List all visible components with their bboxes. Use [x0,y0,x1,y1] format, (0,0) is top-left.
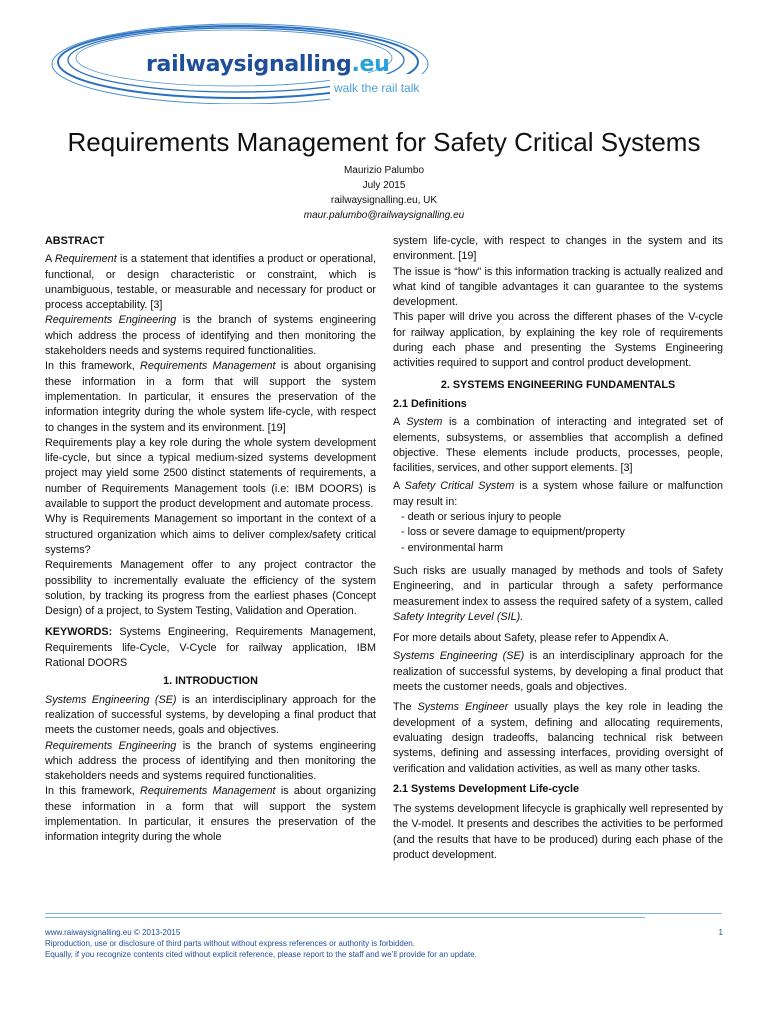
page-number: 1 [718,928,723,937]
intro-paragraph: In this framework, Requirements Management is about organizing these information in a form that will support the system implementation. In particular, it ensures the preservation of the information integrity during the whole [45,785,377,844]
failure-consequences-list [393,510,723,556]
brand-main: railwaysignalling [146,52,352,77]
abstract-paragraph: Requirements Engineering is the branch of systems engineering which address the process of identifying and then monitoring the stakeholders needs and systems required functionalities. [45,314,376,358]
left-column [45,234,376,846]
intro-paragraph: Requirements Engineering is the branch of systems engineering which address the process of identifying and then monitoring the stakeholders needs and systems required functionalities. [45,739,376,783]
definition-paragraph: Such risks are usually managed by methods and tools of Safety Engineering, and in particular through a safety performance measurement index to assess the required safety of a system, called Safety Integrity Level (SIL). [393,564,723,623]
date: July 2015 [362,180,406,191]
brand-tagline: walk the rail talk [334,81,420,95]
abstract-heading: ABSTRACT [45,235,105,247]
paper-title: Requirements Management for Safety Critical Systems [67,127,701,157]
author: Maurizio Palumbo [343,165,425,176]
footer-site-link[interactable]: www.raiwaysignalling.eu © 2013-2015 [45,928,181,937]
definition-paragraph: A System is a combination of interacting and integrated set of elements, subsystems, or assemblies that accomplish a defined objective. These elements include products, processes, people, facilities, services, and other support elements. [3] [393,416,724,475]
list-item: - loss or severe damage to equipment/property [401,526,625,539]
subsection-heading-lifecycle: 2.1 Systems Development Life-cycle [393,782,580,795]
footer-rule [45,917,645,918]
brand-logo-text[interactable] [146,52,389,77]
page-footer [45,927,723,960]
footer-rule [45,913,722,914]
right-column [393,234,723,863]
list-item: - environmental harm [401,541,504,554]
intro-paragraph: This paper will drive you across the different phases of the V-cycle for railway application, by explaining the key role of requirements during each phase and presenting the Systems Engineering activities required to support and control product development. [393,311,723,370]
abstract-paragraph: Requirements play a key role during the whole system development life-cycle, but since a typical medium-sized systems development project may yield some 2500 distinct statements of requirements, a number of Requirements Management tools (i.e: IBM DOORS) is available to support the product development and automate process. [45,436,376,511]
intro-paragraph: Systems Engineering (SE) is an interdisciplinary approach for the realization of successful systems, by developing a final product that meets the customer needs, goals and objectives. [45,693,376,737]
footer-notice: Equally, if you recognize contents cited without explicit reference, please report to the staff and we’ll provide for an update. [45,950,477,959]
definition-paragraph: Systems Engineering (SE) is an interdisciplinary approach for the realization of successful systems, by developing a final product that meets the customer needs, goals and objectives. [393,650,723,694]
lifecycle-paragraph: The systems development lifecycle is graphically well represented by the V-model. It presents and describes the activities to be performed (and the results that have to be produced) during each phase of the product development. [393,803,723,861]
abstract-paragraph: Requirements Management offer to any project contractor the possibility to incrementally evaluate the efficiency of the system solution, by tracking its progress from the earliest phases (Concept Design) of a project, to System Testing, Validation and Operation. [45,559,376,618]
footer-notice: Riproduction, use or disclosure of third parts without without express references or authority is forbidden. [45,939,415,948]
definition-paragraph: For more details about Safety, please refer to Appendix A. [393,632,669,645]
abstract-paragraph: Why is Requirements Management so important in the context of a structured organization which aims to deliver complex/safety critical systems? [45,513,376,556]
intro-paragraph: system life-cycle, with respect to changes in the system and its environment. [19] [393,235,723,263]
email-link[interactable]: maur.palumbo@railwaysignalling.eu [303,210,465,221]
intro-paragraph: The issue is “how” is this information tracking is actually realized and what kind of tangible advantages it can guarantee to the systems development. [393,265,723,309]
section-heading-se-fundamentals: 2. SYSTEMS ENGINEERING FUNDAMENTALS [440,378,676,391]
definition-paragraph: The Systems Engineer usually plays the key role in leading the development of a system, defining and allocating requirements, evaluating design tradeoffs, balancing technical risk between systems, defining and assessing interfaces, providing oversight of verification and validation activities, as well as many other tasks. [393,701,724,775]
subsection-heading-definitions: 2.1 Definitions [393,397,467,410]
definition-paragraph: A Safety Critical System is a system whose failure or malfunction may result in: [393,480,723,508]
keywords: KEYWORDS: Systems Engineering, Requirements Management, Requirements life-Cycle, V-Cycle for railway application, IBM Rational DOORS [45,626,376,670]
brand-tld: .eu [351,52,390,77]
affiliation: railwaysignalling.eu, UK [330,195,438,206]
abstract-paragraph: A Requirement is a statement that identifies a product or operational, functional, or design characteristic or constraint, which is unambiguous, testable, or measurable and necessary for product or process acceptability. [3] [45,253,376,312]
section-heading-introduction: 1. INTRODUCTION [163,675,258,688]
list-item: - death or serious injury to people [401,511,562,524]
abstract-paragraph: In this framework, Requirements Management is about organising these information in a form that will support the system implementation. In particular, it ensures the preservation of the information integrity during the whole system life-cycle, with respect to changes in the system and its environment. [19] [45,360,377,434]
